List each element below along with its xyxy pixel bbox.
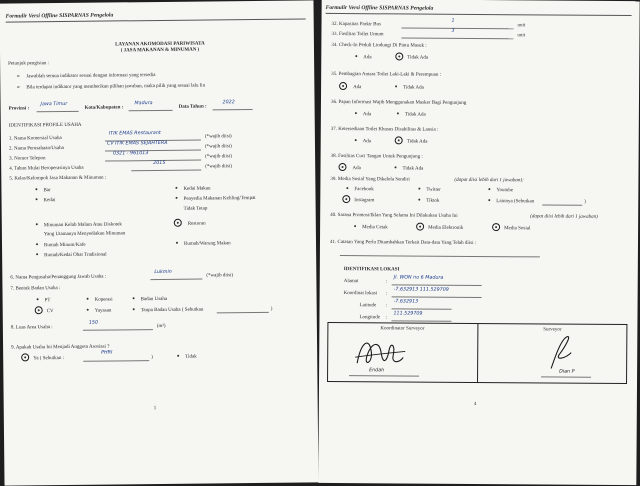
option-twitter: Twitter xyxy=(426,187,441,193)
q41-line xyxy=(340,255,540,257)
form-page-1 xyxy=(0,0,319,485)
q6-line xyxy=(150,279,202,280)
option-bar: Bar xyxy=(43,188,51,194)
option-rumah-makan: Rumah/Warung Makan xyxy=(183,241,231,247)
radio-option[interactable] xyxy=(87,309,89,311)
q1-field[interactable]: ITIK EMAS Restaurant xyxy=(108,130,161,137)
q39-other-line xyxy=(542,204,582,205)
option-instagram: Instagram xyxy=(354,198,375,204)
q3-label: 3. Nomor Telepon xyxy=(9,156,46,162)
q34-label: 34. Check-In Peduli Lindungi Di Pintu Masuk : xyxy=(331,42,427,49)
required-note: (*wajib diisi) xyxy=(204,144,232,150)
unit-label: unit xyxy=(517,33,526,39)
q4-field[interactable]: 2015 xyxy=(153,160,166,167)
option-tidak-ada: Tidak Ada xyxy=(404,112,426,118)
option-yayasan: Yayasan xyxy=(94,308,112,314)
instruction-text: Bila terdapat indikator yang memberikan pilihan jawaban, maka pilih yang sesuai lalu lin xyxy=(26,83,206,91)
radio-option[interactable] xyxy=(36,243,38,245)
option-facebook: Facebook xyxy=(354,187,374,193)
option-ada: Ada xyxy=(362,112,372,118)
form-title: LAYANAN AKOMODASI PARIWISATA xyxy=(115,41,205,48)
option-media-sosial: Media Sosial xyxy=(504,226,531,232)
q6-label: 6. Nama Pengusaha/Penanggung Jawab Usaha : xyxy=(10,274,107,281)
q4-line xyxy=(131,170,201,171)
required-note: (*wajib diisi) xyxy=(204,134,232,140)
surveyor-name: Dian P xyxy=(559,369,575,375)
option-media-elektronik: Media Elektronik xyxy=(428,225,464,231)
koordinat-line xyxy=(392,296,482,297)
radio-option[interactable] xyxy=(395,166,397,168)
checkbox-option[interactable] xyxy=(488,199,490,201)
required-note: (*wajib diisi) xyxy=(206,273,234,279)
q7-other-line xyxy=(217,312,269,313)
option-penyedia-cont: Tidak Tetap xyxy=(183,206,208,212)
q33-field[interactable]: 3 xyxy=(451,28,455,34)
kota-field[interactable]: Madura xyxy=(134,101,153,107)
checkbox-option[interactable] xyxy=(346,187,348,189)
option-kedai: Kedai xyxy=(43,198,56,204)
koordinat-field[interactable]: -7.632913 111.529709 xyxy=(393,287,449,293)
option-koperasi: Koperasi xyxy=(94,297,113,303)
alamat-field[interactable]: Jl. WON no 6 Madura xyxy=(393,275,444,281)
tahun-label: Data Tahun : xyxy=(178,104,207,110)
option-tiktok: Tiktok xyxy=(426,198,440,204)
q1-label: 1. Nama Komersial Usaha xyxy=(8,136,62,142)
option-ada: Ada xyxy=(363,55,372,61)
q8-line xyxy=(83,329,153,330)
checkbox-option[interactable] xyxy=(418,199,420,201)
option-youtube: Youtube xyxy=(496,188,514,194)
kota-label: Kota/Kabupaten : xyxy=(84,105,124,111)
q36-label: 36. Papan Informasi Wajib Menggunakan Masker Bagi Pengunjung xyxy=(330,99,467,106)
radio-option[interactable] xyxy=(355,55,357,57)
q3-field[interactable]: 0321 - 961013 xyxy=(113,151,149,157)
longitude-label: Longitude xyxy=(359,315,381,321)
koordinator-name: Endah xyxy=(369,368,385,374)
unit-label: unit xyxy=(517,23,526,29)
option-ya: Ya ( Sebutkan : xyxy=(33,356,64,362)
page-number: 4 xyxy=(473,401,477,407)
q41-label: 41. Catatan Yang Perlu Ditambahkan Terkait Data-data Yang Telah diisi : xyxy=(329,239,477,246)
radio-option[interactable] xyxy=(355,139,357,141)
colon: : xyxy=(385,303,387,309)
q33-label: 33. Fasilitas Toilet Umum xyxy=(331,31,384,38)
radio-option[interactable] xyxy=(176,197,178,199)
radio-option[interactable] xyxy=(355,112,357,114)
radio-option[interactable] xyxy=(133,308,135,310)
q35-label: 35. Pembagian Antara Toilet Laki-Laki & Perempuan : xyxy=(331,71,441,78)
q38-label: 38. Fasilitas Cuci Tangan Untuk Pengunjung : xyxy=(330,153,423,160)
q32-line xyxy=(401,27,513,28)
radio-option[interactable] xyxy=(87,298,89,300)
option-tidak: Tidak xyxy=(185,354,197,360)
longitude-line xyxy=(391,320,451,321)
close-paren: ) xyxy=(270,306,273,312)
option-lainnya: Lainnya (Sebutkan xyxy=(496,199,535,205)
q39-label: 39. Media Sosial Yang Dikelola Sendiri xyxy=(330,176,410,183)
option-rumah-kedai: Rumah/Kedai Obat Tradisional xyxy=(44,252,107,259)
q8-field[interactable]: 150 xyxy=(88,320,99,326)
q9-label: 9. Apakah Usaha Ini Menjadi Anggota Asosiasi ? xyxy=(11,344,110,351)
form-header: Formulir Versi Offline SISPARNAS Pengelola xyxy=(5,12,114,20)
checkbox-option[interactable] xyxy=(354,225,356,227)
provinsi-line xyxy=(37,111,79,112)
q39-hint: (dapat diisi lebih dari 1 jawaban): xyxy=(454,177,524,184)
provinsi-field[interactable]: Jawa Timur xyxy=(40,101,68,108)
koordinator-label: Koordinator Surveyor xyxy=(380,326,425,332)
option-tidak-ada: Tidak Ada xyxy=(403,85,424,91)
radio-option[interactable] xyxy=(175,187,177,189)
q32-field[interactable]: 1 xyxy=(451,18,455,24)
option-tidak-ada: Tidak Ada xyxy=(407,55,429,61)
q6-field[interactable]: Lukmin xyxy=(154,269,172,276)
provinsi-label: Provinsi : xyxy=(8,106,30,112)
tahun-line xyxy=(213,109,253,110)
required-note: (*wajib diisi) xyxy=(205,164,233,170)
q2-label: 2. Nama Perusahaan/Usaha xyxy=(8,145,64,152)
form-header: Formulir Versi Offline SISPARNAS Pengelola xyxy=(325,4,434,12)
close-paren: ) xyxy=(151,355,153,361)
option-media-cetak: Media Cetak xyxy=(362,225,388,231)
checkbox-option[interactable] xyxy=(418,188,420,190)
koordinat-label: Koordinat lokasi xyxy=(343,291,378,297)
close-paren: ) xyxy=(584,199,586,205)
q9-field[interactable]: PHRI xyxy=(101,350,113,356)
page-number: 1 xyxy=(153,406,157,412)
colon: : xyxy=(385,315,387,321)
q9-line xyxy=(83,360,149,361)
arrow-bullet-icon: ➢ xyxy=(16,74,21,80)
q40-hint: (dapat diisi lebih dari 1 jawaban) xyxy=(530,214,598,220)
option-restoran: Restoran xyxy=(187,221,206,227)
q4-label: 4. Tahun Mulai Beroperasinya Usaha xyxy=(9,165,84,172)
option-pt: PT xyxy=(44,298,51,304)
latitude-label: Latitude xyxy=(359,303,377,309)
surveyor-label: Surveyor xyxy=(543,327,562,333)
q2-field[interactable]: CV ITIK EMAS SEJAHTERA xyxy=(106,140,168,147)
radio-option[interactable] xyxy=(36,198,38,200)
option-kedai-makan: Kedai Makan xyxy=(183,186,211,192)
colon: : xyxy=(385,291,388,297)
header-rule xyxy=(326,13,632,16)
radio-option[interactable] xyxy=(177,355,179,357)
surveyor-signature-icon xyxy=(545,332,579,372)
radio-option[interactable] xyxy=(395,85,397,87)
radio-option[interactable] xyxy=(176,242,178,244)
lokasi-title: IDENTIFIKASI LOKASI xyxy=(343,267,400,273)
q40-label: 40. Sarana Promosi/Iklan Yang Selama Ini Dilakukan Usaha Ini xyxy=(330,212,458,219)
radio-option[interactable] xyxy=(36,223,38,225)
longitude-field[interactable]: 111.529709 xyxy=(393,311,423,317)
instruction-text: Jawablah semua indikator sesuai dengan informasi yang tersedia xyxy=(26,73,156,80)
q7-label: 7. Bentuk Badan Usaha : xyxy=(10,286,61,292)
radio-option[interactable] xyxy=(36,253,38,255)
option-ada: Ada xyxy=(353,85,362,91)
option-ada: Ada xyxy=(362,139,372,145)
section-title: IDENTIFIKASI PROFILE USAHA xyxy=(8,122,82,129)
form-subtitle: ( JASA MAKANAN & MINUMAN ) xyxy=(120,47,200,54)
radio-option[interactable] xyxy=(133,297,135,299)
required-note: (*wajib diisi) xyxy=(205,154,232,160)
option-tanpa-badan: Tanpa Badan Usaha ( Sebutkan xyxy=(140,307,204,314)
alamat-line xyxy=(392,284,482,285)
radio-option[interactable] xyxy=(37,298,39,300)
radio-option[interactable] xyxy=(397,112,399,114)
option-tidak-ada: Tidak Ada xyxy=(406,139,428,145)
option-tidak-ada: Tidak Ada xyxy=(402,166,424,172)
alamat-label: Alamat xyxy=(343,279,359,285)
colon: : xyxy=(385,279,388,285)
arrow-bullet-icon: ➢ xyxy=(16,85,21,91)
q8-unit: (m²) xyxy=(156,323,166,330)
tahun-field[interactable]: 2022 xyxy=(222,100,235,106)
q32-label: 32. Kapasitas Parkir Bus xyxy=(331,21,381,28)
latitude-line xyxy=(392,308,452,309)
q8-label: 8. Luas Area Usaha : xyxy=(10,325,53,331)
option-penyedia: Penyedia Makanan Keliling/Tempat xyxy=(183,195,256,202)
option-minuman-kelab: Minuman Kelab Malam Atau Diskotek xyxy=(43,222,122,229)
option-ada: Ada xyxy=(352,166,361,172)
form-page-4 xyxy=(318,0,639,485)
option-minuman-kelab-cont: Yang Utamanya Menyediakan Minuman xyxy=(43,231,126,238)
option-cv: CV xyxy=(46,309,54,315)
kota-line xyxy=(129,110,173,111)
option-rumah-minum: Rumah Minum/Kafe xyxy=(43,242,86,249)
option-badan-usaha: Badan Usaha xyxy=(140,296,168,303)
q33-line xyxy=(401,37,513,38)
q37-label: 37. Ketersediaan Toilet Khusus Disabilitas & Lansia : xyxy=(330,126,439,133)
radio-option[interactable] xyxy=(35,188,37,190)
instructions-label: Petunjuk pengisian : xyxy=(8,61,49,67)
q5-label: 5. Kelas/Kelompok Jasa Makanan & Minuman : xyxy=(9,175,107,182)
latitude-field[interactable]: -7.632913 xyxy=(393,299,419,305)
checkbox-option[interactable] xyxy=(488,188,490,190)
